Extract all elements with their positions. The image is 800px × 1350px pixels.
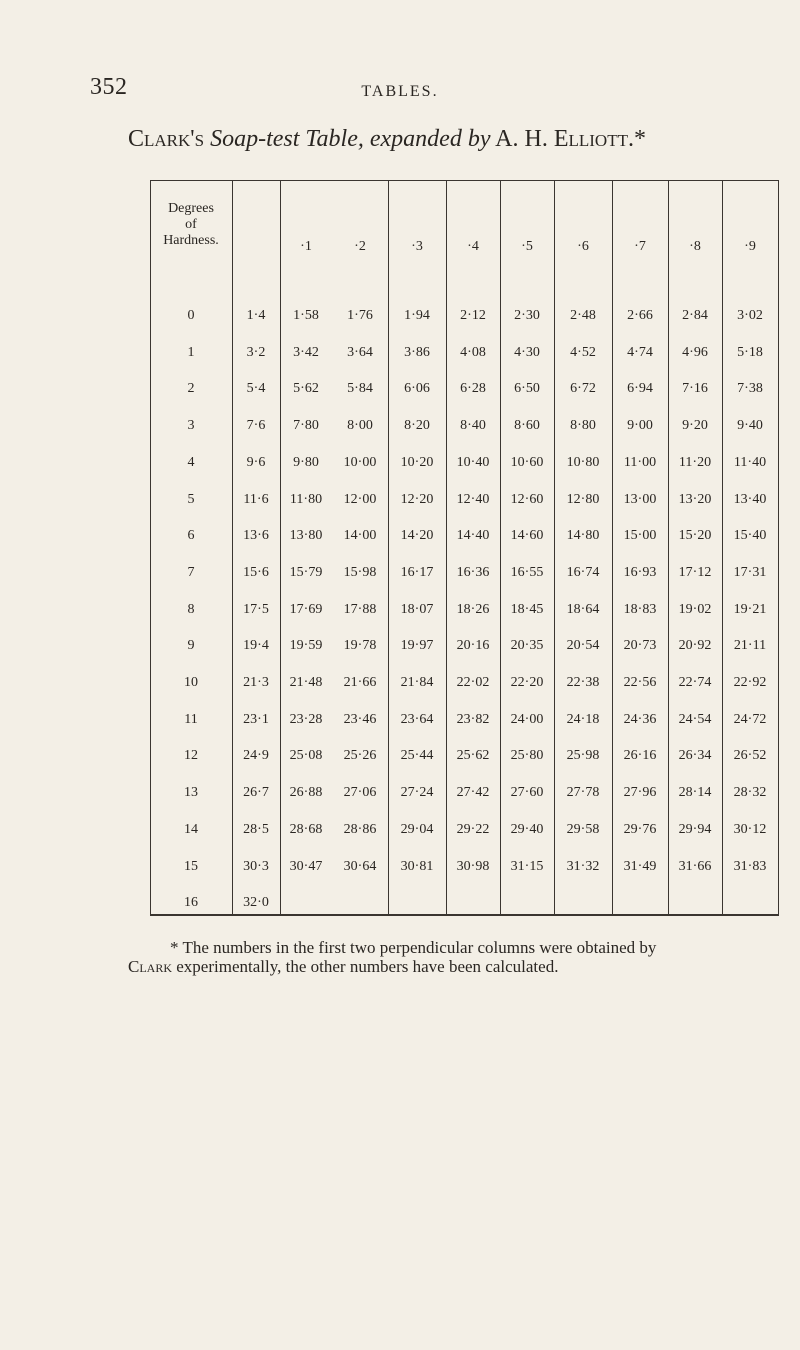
value-cell: 10·20 [400,454,434,470]
value-cell: 30·81 [400,858,434,874]
value-cell: 19·21 [733,601,767,617]
table-row [150,524,778,548]
value-cell: 30·47 [289,858,323,874]
column-header: ·1 [300,239,312,254]
value-cell: 18·26 [456,601,490,617]
value-cell: 26·34 [678,748,712,764]
table-row [150,781,778,805]
value-cell: 22·74 [678,675,712,690]
footnote [128,938,778,976]
table-row [150,451,778,475]
value-cell: 10·00 [343,454,377,470]
degree-cell: 3 [187,418,195,434]
value-cell: 29·04 [400,821,434,837]
value-cell: 12·60 [510,491,544,507]
degree-cell: 12 [184,748,198,764]
value-cell: 26·7 [243,785,269,801]
value-cell: 22·02 [456,675,490,690]
value-cell: 4·30 [514,344,540,360]
table-row [150,708,778,732]
value-cell: 20·92 [678,638,712,654]
value-cell: 26·52 [733,748,767,764]
table-row [150,634,778,658]
value-cell: 20·16 [456,638,490,654]
degree-cell: 2 [187,381,195,397]
header-hardness-line: Hardness. [163,233,219,248]
value-cell: 17·31 [733,564,767,580]
value-cell: 17·12 [678,564,712,580]
value-cell: 15·20 [678,528,712,544]
footnote-line-1: * The numbers in the first two perpendicular columns were obtained by [170,938,657,957]
value-cell: 30·98 [456,858,490,874]
value-cell: 9·20 [682,418,708,434]
value-cell: 11·40 [733,454,767,470]
value-cell: 10·60 [510,454,544,470]
column-header: ·2 [354,239,366,254]
value-cell: 22·92 [733,675,767,690]
value-cell: 13·00 [623,491,657,507]
value-cell: 24·00 [510,711,544,727]
value-cell: 24·54 [678,711,712,727]
value-cell: 1·76 [347,308,373,323]
running-head: TABLES. [361,83,439,100]
table-row [150,304,778,328]
column-header: ·9 [744,239,756,254]
header-degrees-line: Degrees [168,201,214,216]
value-cell: 5·62 [293,381,319,397]
value-cell: 13·80 [289,528,323,544]
value-cell: 7·38 [737,381,763,397]
value-cell: 29·40 [510,821,544,837]
value-cell: 27·42 [456,785,490,801]
value-cell: 14·80 [566,528,600,544]
table-row [150,377,778,401]
value-cell: 1·94 [404,308,430,323]
value-cell: 23·82 [456,711,490,727]
value-cell: 31·83 [733,858,767,874]
table-row [150,561,778,585]
value-cell: 20·73 [623,638,657,654]
degree-cell: 8 [187,601,195,617]
value-cell: 14·00 [343,528,377,544]
value-cell: 28·14 [678,785,712,801]
value-cell: 2·48 [570,308,596,323]
value-cell: 12·00 [343,491,377,507]
value-cell: 8·20 [404,418,430,434]
value-cell: 25·08 [289,748,323,764]
footnote-line-2 [128,957,778,976]
value-cell: 9·6 [246,454,266,470]
value-cell: 2·66 [627,308,653,323]
value-cell: 4·96 [682,344,708,360]
value-cell: 29·22 [456,821,490,837]
value-cell: 21·48 [289,675,323,690]
table-row [150,855,778,879]
degree-cell: 5 [187,491,195,507]
value-cell: 11·80 [289,491,323,507]
value-cell: 31·15 [510,858,544,874]
table-row [150,891,778,915]
value-cell: 2·84 [682,308,708,323]
column-header: ·7 [634,239,646,254]
value-cell: 10·40 [456,454,490,470]
value-cell: 23·46 [343,711,377,727]
value-cell: 12·80 [566,491,600,507]
header-of-line: of [185,217,197,232]
value-cell: 25·80 [510,748,544,764]
value-cell: 25·98 [566,748,600,764]
value-cell: 19·97 [400,638,434,654]
value-cell: 15·40 [733,528,767,544]
value-cell: 1·58 [293,308,319,323]
value-cell: 10·80 [566,454,600,470]
value-cell: 19·59 [289,638,323,654]
value-cell: 14·40 [456,528,490,544]
value-cell: 7·6 [246,418,266,434]
value-cell: 24·18 [566,711,600,727]
value-cell: 22·38 [566,675,600,690]
degree-cell: 16 [184,895,198,911]
value-cell: 9·00 [627,418,653,434]
value-cell: 8·40 [460,418,486,434]
column-header: ·8 [689,239,701,254]
value-cell: 6·28 [460,381,486,397]
value-cell: 27·06 [343,785,377,801]
value-cell: 13·6 [243,528,269,544]
value-cell: 20·54 [566,638,600,654]
column-header: ·3 [411,239,423,254]
value-cell: 13·20 [678,491,712,507]
table-row [150,341,778,365]
column-header: ·6 [577,239,589,254]
value-cell: 27·24 [400,785,434,801]
degree-cell: 10 [184,675,198,690]
value-cell: 3·2 [246,344,266,360]
column-header: ·4 [467,239,479,254]
value-cell: 3·64 [347,344,373,360]
value-cell: 3·86 [404,344,430,360]
value-cell: 19·4 [243,638,269,654]
value-cell: 25·62 [456,748,490,764]
value-cell: 8·00 [347,418,373,434]
value-cell: 22·20 [510,675,544,690]
value-cell: 21·84 [400,675,434,690]
value-cell: 16·93 [623,564,657,580]
degree-cell: 13 [184,785,198,801]
value-cell: 30·3 [243,858,269,874]
degree-cell: 15 [184,858,198,874]
value-cell: 5·4 [246,381,266,397]
value-cell: 24·9 [243,748,269,764]
table-row [150,671,778,695]
value-cell: 31·32 [566,858,600,874]
value-cell: 31·49 [623,858,657,874]
page-number: 352 [90,74,128,100]
value-cell: 6·06 [404,381,430,397]
value-cell: 6·94 [627,381,653,397]
value-cell: 11·00 [623,454,657,470]
column-header: ·5 [521,239,533,254]
title-initials: A. H. [495,126,548,152]
value-cell: 15·79 [289,564,323,580]
degree-cell: 0 [187,308,195,323]
value-cell: 7·80 [293,418,319,434]
value-cell: 19·78 [343,638,377,654]
value-cell: 27·96 [623,785,657,801]
value-cell: 28·86 [343,821,377,837]
value-cell: 6·72 [570,381,596,397]
value-cell: 11·20 [678,454,712,470]
value-cell: 12·40 [456,491,490,507]
value-cell: 20·35 [510,638,544,654]
value-cell: 13·40 [733,491,767,507]
value-cell: 15·98 [343,564,377,580]
value-cell: 4·52 [570,344,596,360]
value-cell: 23·64 [400,711,434,727]
value-cell: 28·68 [289,821,323,837]
value-cell: 16·55 [510,564,544,580]
degree-cell: 4 [187,454,195,470]
value-cell: 28·32 [733,785,767,801]
value-cell: 6·50 [514,381,540,397]
degree-cell: 11 [184,711,198,727]
value-cell: 15·00 [623,528,657,544]
value-cell: 3·02 [737,308,763,323]
value-cell: 5·84 [347,381,373,397]
value-cell: 7·16 [682,381,708,397]
value-cell: 12·20 [400,491,434,507]
value-cell: 31·66 [678,858,712,874]
title-author: Clark's [128,126,205,152]
value-cell: 23·1 [243,711,269,727]
value-cell: 29·58 [566,821,600,837]
degree-cell: 6 [187,528,195,544]
value-cell: 28·5 [243,821,269,837]
degree-cell: 14 [184,821,198,837]
value-cell: 17·69 [289,601,323,617]
value-cell: 30·64 [343,858,377,874]
value-cell: 24·36 [623,711,657,727]
title-editor: Elliott. [553,126,634,152]
value-cell: 22·56 [623,675,657,690]
value-cell: 26·88 [289,785,323,801]
value-cell: 16·36 [456,564,490,580]
value-cell: 11·6 [243,491,269,507]
value-cell: 5·18 [737,344,763,360]
value-cell: 27·78 [566,785,600,801]
degree-cell: 7 [187,564,195,580]
table-title [128,126,646,153]
value-cell: 8·60 [514,418,540,434]
value-cell: 2·12 [460,308,486,323]
value-cell: 24·72 [733,711,767,727]
footnote-name: Clark [128,957,173,976]
soap-test-table [150,180,779,916]
value-cell: 9·80 [293,454,319,470]
value-cell: 1·4 [246,308,266,323]
value-cell: 29·76 [623,821,657,837]
value-cell: 4·08 [460,344,486,360]
value-cell: 4·74 [627,344,653,360]
value-cell: 18·64 [566,601,600,617]
value-cell: 17·5 [243,601,269,617]
value-cell: 21·66 [343,675,377,690]
value-cell: 19·02 [678,601,712,617]
value-cell: 21·11 [733,638,767,654]
title-subject: Soap-test Table, expanded by [210,126,491,152]
value-cell: 18·45 [510,601,544,617]
table-row [150,818,778,842]
value-cell: 26·16 [623,748,657,764]
degree-cell: 9 [187,638,195,654]
header-degrees-of-hardness [150,201,232,249]
table-row [150,488,778,512]
value-cell: 18·83 [623,601,657,617]
value-cell: 23·28 [289,711,323,727]
value-cell: 8·80 [570,418,596,434]
value-cell: 25·44 [400,748,434,764]
table-row [150,744,778,768]
value-cell: 32·0 [243,895,269,911]
value-cell: 21·3 [243,675,269,690]
degree-cell: 1 [187,344,195,360]
value-cell: 17·88 [343,601,377,617]
value-cell: 27·60 [510,785,544,801]
table-row [150,414,778,438]
value-cell: 29·94 [678,821,712,837]
value-cell: 9·40 [737,418,763,434]
value-cell: 16·17 [400,564,434,580]
footnote-rest: experimentally, the other numbers have been calculated. [172,957,559,976]
value-cell: 18·07 [400,601,434,617]
table-row [150,598,778,622]
value-cell: 3·42 [293,344,319,360]
title-footnote-marker: * [633,126,646,152]
value-cell: 25·26 [343,748,377,764]
value-cell: 2·30 [514,308,540,323]
value-cell: 16·74 [566,564,600,580]
value-cell: 14·60 [510,528,544,544]
value-cell: 15·6 [243,564,269,580]
value-cell: 14·20 [400,528,434,544]
value-cell: 30·12 [733,821,767,837]
